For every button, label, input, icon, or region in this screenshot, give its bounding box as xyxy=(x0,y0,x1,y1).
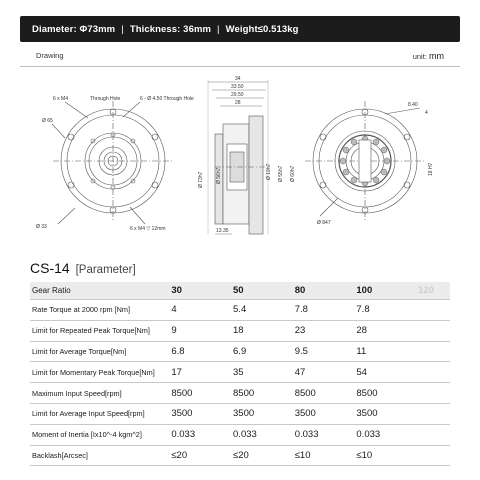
section-title xyxy=(30,260,136,276)
header-ratio: 80 xyxy=(295,282,357,300)
front-label-through2: 6 - Ø 4.50 Through Hole xyxy=(140,96,194,102)
header-ratio-disabled: 120 xyxy=(418,282,450,300)
dim-d56: Ø 56h7 xyxy=(216,167,222,184)
row-label: Backlash[Arcsec] xyxy=(30,445,171,466)
header-ratio: 50 xyxy=(233,282,295,300)
cell-value: 5.4 xyxy=(233,300,295,321)
cell-value: 23 xyxy=(295,320,357,341)
spec-thickness: Thickness: 36mm xyxy=(129,23,212,35)
front-label-through: Through Hole xyxy=(90,96,121,102)
row-label: Limit for Momentary Peak Torque[Nm] xyxy=(30,362,171,383)
cell-empty xyxy=(418,341,450,362)
section-subtitle: [Parameter] xyxy=(75,264,136,276)
row-label: Rate Torque at 2000 rpm [Nm] xyxy=(30,300,171,321)
cell-value: 8500 xyxy=(233,383,295,404)
cell-value: 8500 xyxy=(356,383,418,404)
table-row xyxy=(30,362,450,383)
dim-3350: 33.50 xyxy=(231,84,244,90)
cell-value: 11 xyxy=(356,341,418,362)
cell-value: 9.5 xyxy=(295,341,357,362)
spec-weight: Weight≤0.513kg xyxy=(225,23,299,35)
cell-value: ≤10 xyxy=(356,445,418,466)
row-label: Limit for Repeated Peak Torque[Nm] xyxy=(30,320,171,341)
cell-value: 47 xyxy=(295,362,357,383)
cell-value: ≤20 xyxy=(233,445,295,466)
dim-840: 8.40 xyxy=(408,102,418,108)
cell-value: 3500 xyxy=(356,403,418,424)
cell-value: 54 xyxy=(356,362,418,383)
dim-4: 4 xyxy=(425,110,428,116)
row-label: Limit for Average Input Speed[rpm] xyxy=(30,403,171,424)
unit-value: mm xyxy=(429,51,444,61)
cell-value: 18 xyxy=(233,320,295,341)
header-gear-ratio: Gear Ratio xyxy=(30,282,171,300)
front-label-d33: Ø 33 xyxy=(36,224,47,230)
table-row xyxy=(30,383,450,404)
spec-separator: | xyxy=(217,23,220,35)
parameter-table xyxy=(30,282,450,466)
dim-34: 34 xyxy=(235,76,241,82)
dim-d19: Ø 19h7 xyxy=(266,163,272,180)
cell-empty xyxy=(418,445,450,466)
table-row xyxy=(30,403,450,424)
cell-value: 0.033 xyxy=(356,424,418,445)
row-label: Moment of Inertia [Ix10^-4 kgm^2] xyxy=(30,424,171,445)
drawing-title: Drawing xyxy=(36,51,64,60)
dim-d55: Ø 55h7 xyxy=(278,165,284,182)
cell-empty xyxy=(418,383,450,404)
spec-separator: | xyxy=(121,23,124,35)
dim-d47: Ø 847 xyxy=(317,220,331,226)
technical-drawing xyxy=(20,68,460,244)
spec-diameter: Diameter: Φ73mm xyxy=(32,23,116,35)
cell-value: 7.8 xyxy=(295,300,357,321)
cell-value: 9 xyxy=(171,320,233,341)
table-row xyxy=(30,445,450,466)
header-ratio: 100 xyxy=(356,282,418,300)
cell-empty xyxy=(418,424,450,445)
drawing-divider xyxy=(20,66,460,67)
cell-value: 17 xyxy=(171,362,233,383)
row-label: Limit for Average Torque[Nm] xyxy=(30,341,171,362)
cell-value: 35 xyxy=(233,362,295,383)
cell-value: 3500 xyxy=(233,403,295,424)
header-ratio: 30 xyxy=(171,282,233,300)
keyway-slot xyxy=(359,140,371,182)
cell-value: 28 xyxy=(356,320,418,341)
unit-indicator xyxy=(413,51,444,61)
dim-d60: Ø 60h7 xyxy=(290,165,296,182)
table-header-row xyxy=(30,282,450,300)
table-row xyxy=(30,424,450,445)
cell-value: ≤10 xyxy=(295,445,357,466)
front-label-bottom: 6 x M4 ▽ 12mm xyxy=(130,226,166,232)
cell-empty xyxy=(418,300,450,321)
table-row xyxy=(30,341,450,362)
cell-value: 8500 xyxy=(295,383,357,404)
front-view xyxy=(52,101,173,224)
cell-value: 6.8 xyxy=(171,341,233,362)
cell-value: 7.8 xyxy=(356,300,418,321)
cell-value: 6.9 xyxy=(233,341,295,362)
front-label-d65: Ø 65 xyxy=(42,118,53,124)
dim-d73: Ø 73h7 xyxy=(198,171,204,188)
front-label-holes: 6 x M4 xyxy=(53,96,69,102)
cell-value: 0.033 xyxy=(295,424,357,445)
unit-label: unit: xyxy=(412,52,427,61)
cell-empty xyxy=(418,320,450,341)
row-label: Maximum Input Speed[rpm] xyxy=(30,383,171,404)
table-row xyxy=(30,300,450,321)
cell-value: 8500 xyxy=(171,383,233,404)
cell-empty xyxy=(418,362,450,383)
spec-bar xyxy=(20,16,460,42)
dim-28: 28 xyxy=(235,100,241,106)
drawing-header xyxy=(36,51,444,65)
model-name: CS-14 xyxy=(30,260,70,276)
cell-value: 0.033 xyxy=(171,424,233,445)
cell-empty xyxy=(418,403,450,424)
cell-value: ≤20 xyxy=(171,445,233,466)
cell-value: 3500 xyxy=(171,403,233,424)
table-row xyxy=(30,320,450,341)
dim-2950: 29.50 xyxy=(231,92,244,98)
dim-18: 18 H7 xyxy=(428,162,434,176)
cell-value: 4 xyxy=(171,300,233,321)
cell-value: 0.033 xyxy=(233,424,295,445)
cell-value: 3500 xyxy=(295,403,357,424)
dim-1335: 13.35 xyxy=(216,228,229,234)
